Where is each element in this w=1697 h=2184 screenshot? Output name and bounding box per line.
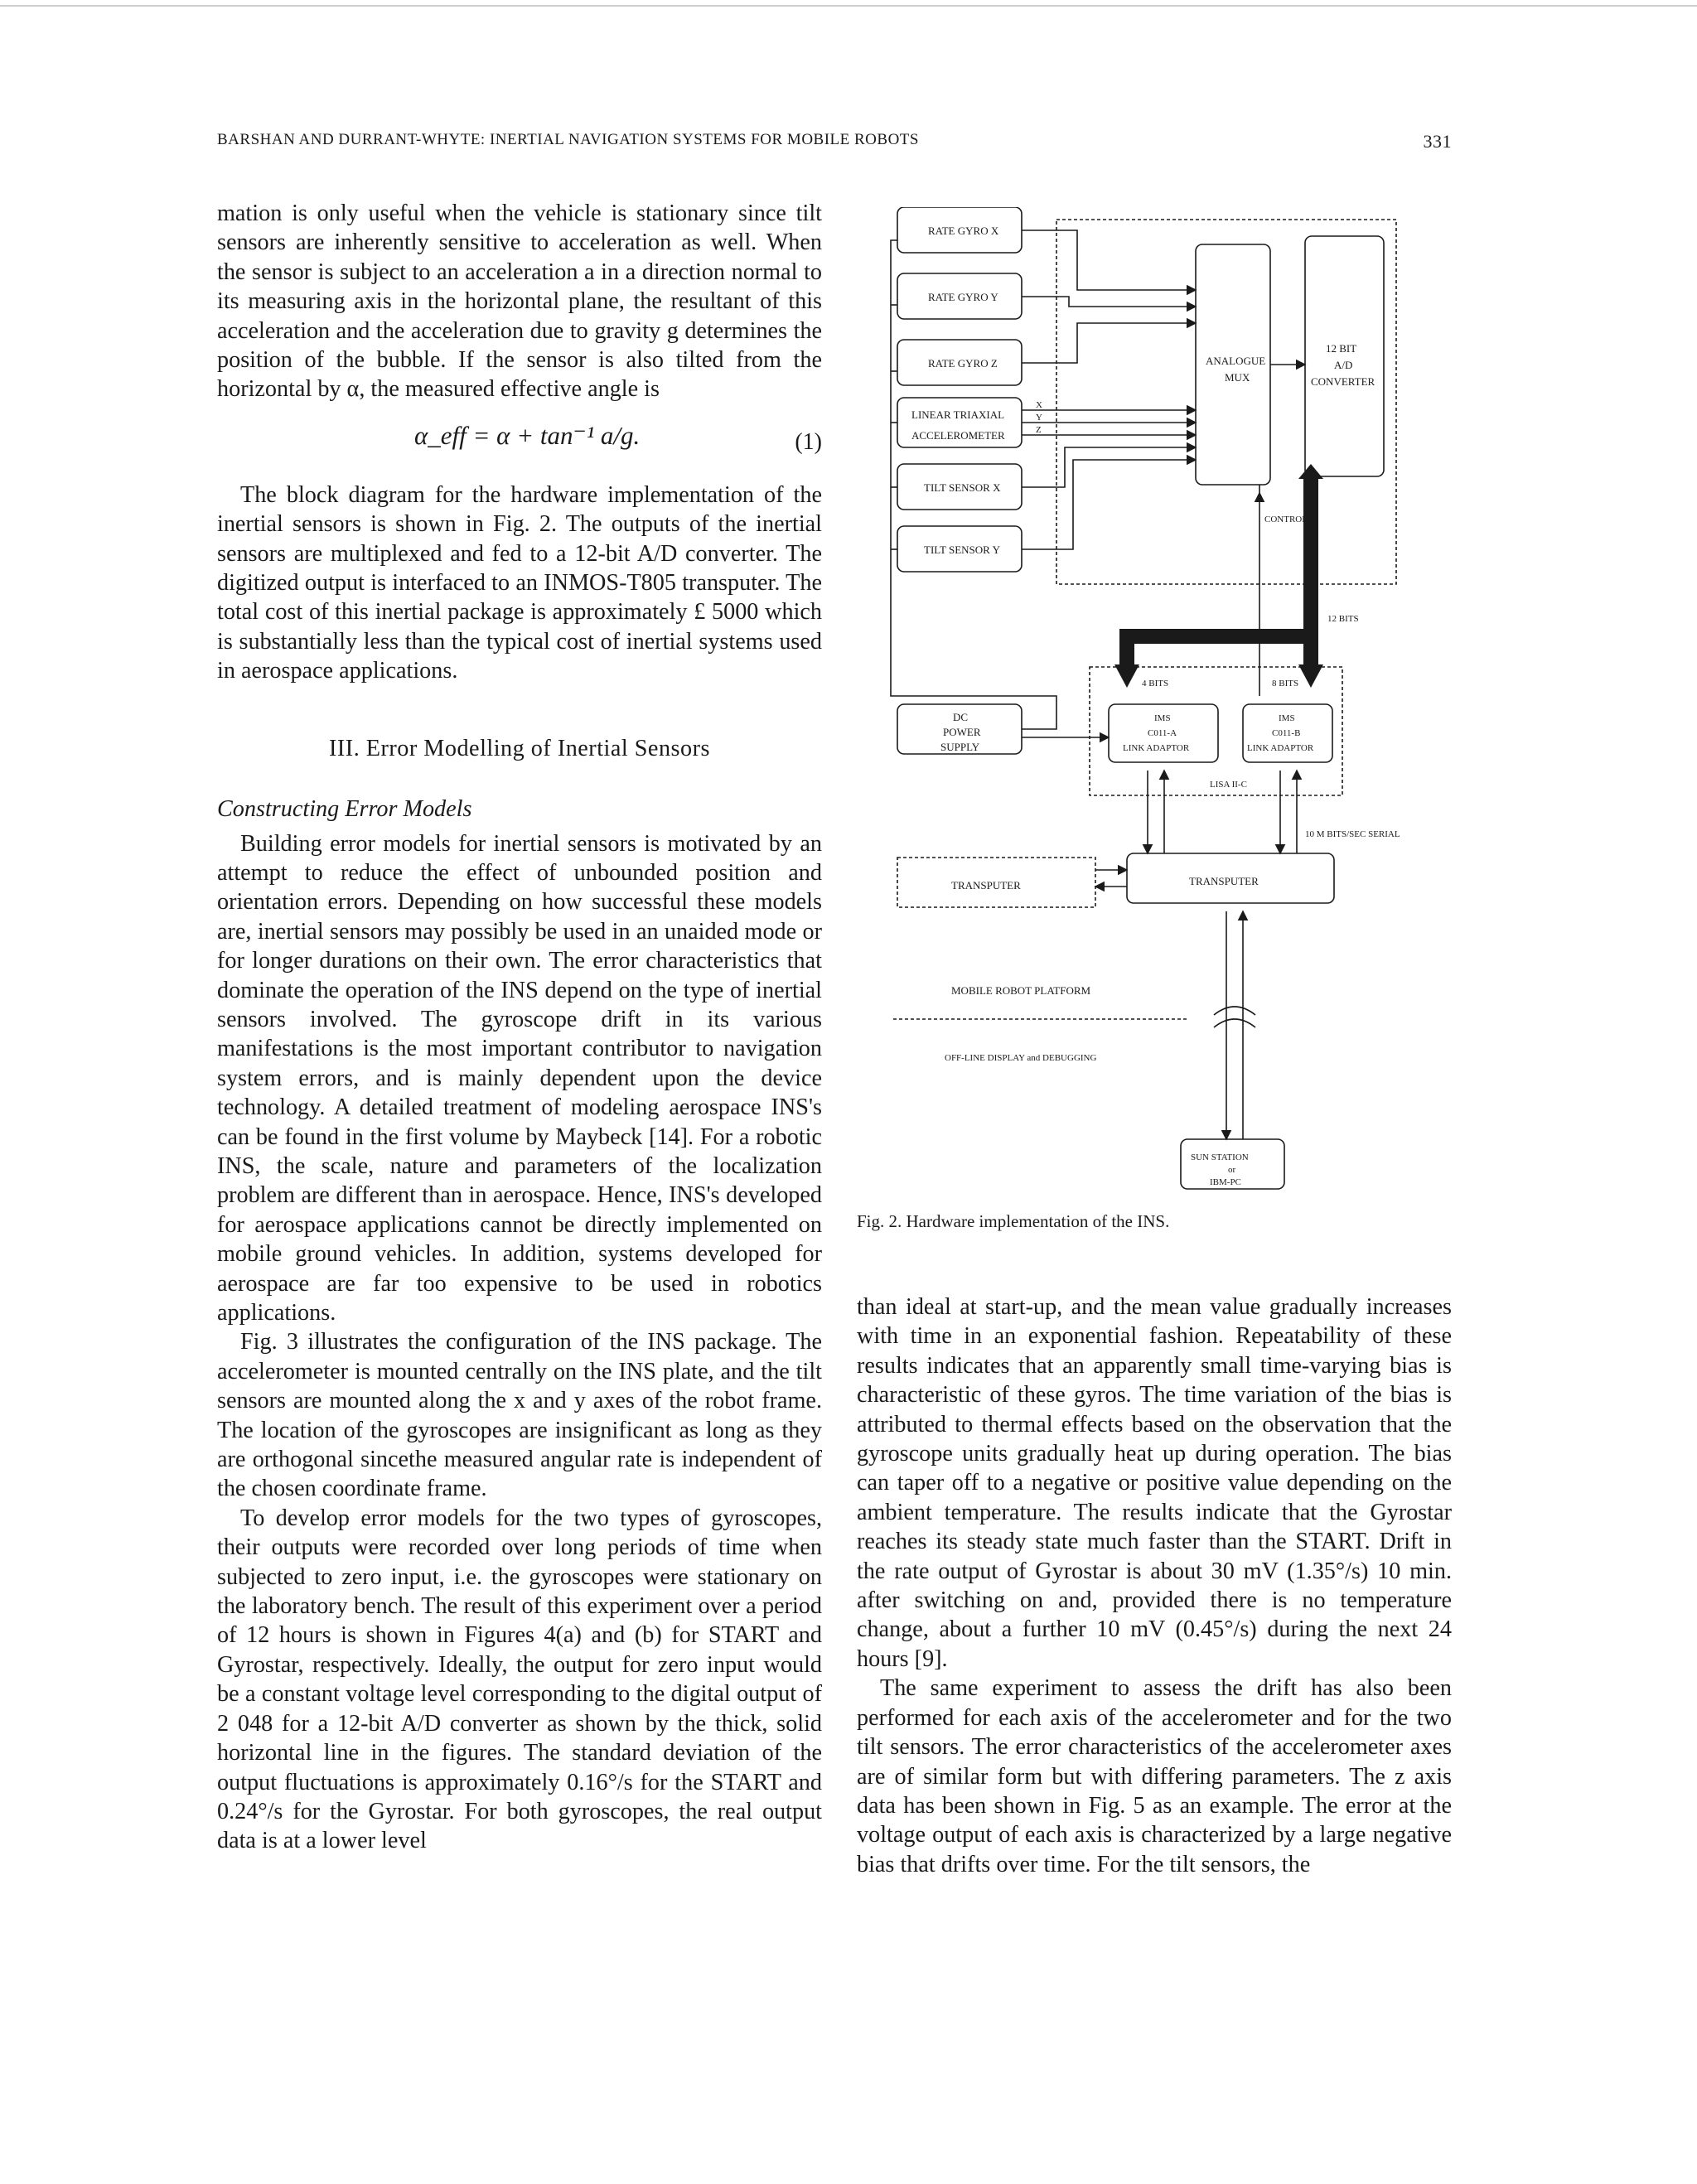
left-column [217, 199, 822, 1856]
label-platform: MOBILE ROBOT PLATFORM [951, 984, 1091, 997]
label-serial: 10 M BITS/SEC SERIAL [1305, 829, 1400, 839]
label-accelerometer-1: LINEAR TRIAXIAL [911, 408, 1005, 421]
label-power-3: SUPPLY [940, 741, 980, 753]
label-rate-gyro-z: RATE GYRO Z [928, 357, 998, 370]
label-ims-a-3: LINK ADAPTOR [1123, 743, 1190, 753]
paragraph: mation is only useful when the vehicle is stationary since tilt sensors are inherently sensitive to acceleration as well. When the sensor is subject to an acceleration a in a direction normal to its measuring axis in the horizontal plane, the resultant of this acceleration and the acceleration due to gravity g determines the position of the bubble. If the sensor is also tilted from the horizontal by α, the measured effective angle is [217, 201, 822, 403]
label-mux-1: ANALOGUE [1206, 355, 1266, 367]
label-transputer-right: TRANSPUTER [1189, 875, 1259, 887]
paragraph: Building error models for inertial sensors is motivated by an attempt to reduce the effect of unbounded position and orientation errors. Depending on how successful these models are, inertial sensors may possibly be used in an unaided mode or for longer durations on their own. The error characteristics that dominate the operation of the INS depend on the type of inertial sensors involved. The gyroscope drift in its various manifestations is the most important contributor to navigation system errors, and is mainly dependent upon the device technology. A detailed treatment of modeling aerospace INS's can be found in the first volume by Maybeck [14]. For a robotic INS, the scale, nature and parameters of the localization problem are different than in aerospace. Hence, INS's developed for aerospace applications cannot be directly implemented on mobile ground vehicles. In addition, systems developed for aerospace are far too expensive to be used in robotics applications. [217, 830, 822, 1326]
label-tilt-x: TILT SENSOR X [924, 481, 1001, 494]
label-axis-y: Y [1036, 413, 1042, 423]
section-title: III. Error Modelling of Inertial Sensors [329, 735, 710, 761]
label-12-bits: 12 BITS [1327, 614, 1359, 624]
label-lisa: LISA II-C [1210, 780, 1247, 790]
equation-body: α_eff = α + tan⁻¹ a/g. [414, 420, 641, 450]
subsection-title: Constructing Error Models [217, 796, 472, 823]
label-8-bits: 8 BITS [1272, 679, 1299, 689]
figure-caption: Fig. 2. Hardware implementation of the INS. [857, 1211, 1170, 1231]
label-ims-b-3: LINK ADAPTOR [1247, 743, 1314, 753]
running-head-title: BARSHAN AND DURRANT-WHYTE: INERTIAL NAVIGATION SYSTEMS FOR MOBILE ROBOTS [217, 131, 919, 148]
label-4-bits: 4 BITS [1142, 679, 1169, 689]
paragraph: Fig. 3 illustrates the configuration of the INS package. The accelerometer is mounted centrally on the INS plate, and the tilt sensors are mounted along the x and y axes of the robot frame. The location of the gyroscopes are insignificant as long as they are orthogonal sincethe measured angular rate is independent of the chosen coordinate frame. [217, 1329, 822, 1502]
label-adc-1: 12 BIT [1326, 342, 1357, 355]
paragraph: The same experiment to assess the drift has also been performed for each axis of the accelerometer and for the two tilt sensors. The error characteristics of the accelerometer axes are of similar form but with differing parameters. The z axis data has been shown in Fig. 5 as an example. The error at the voltage output of each axis is characterized by a large negative bias that drifts over time. For the tilt sensors, the [857, 1675, 1452, 1877]
paragraph: The block diagram for the hardware implementation of the inertial sensors is shown in Fig. 2. The outputs of the inertial sensors are multiplexed and fed to a 12-bit A/D converter. The digitized output is interfaced to an INMOS-T805 transputer. The total cost of this inertial package is approximately £ 5000 which is substantially less than the typical cost of inertial systems used in aerospace applications. [217, 481, 822, 684]
label-axis-z: Z [1036, 425, 1042, 435]
label-ims-b-2: C011-B [1272, 728, 1301, 738]
label-mux-2: MUX [1225, 371, 1250, 384]
label-adc-3: CONVERTER [1311, 375, 1375, 388]
label-rate-gyro-y: RATE GYRO Y [928, 291, 998, 303]
label-adc-2: A/D [1334, 359, 1353, 371]
hardware-block-diagram [878, 207, 1458, 1201]
paragraph: than ideal at start-up, and the mean value gradually increases with time in an exponential fashion. Repeatability of these results indicates that an apparently small time-varying bias is characteristic of these gyros. The time variation of the bias is attributed to thermal effects based on the observation that the gyroscope units gradually heat up during operation. The bias can taper off to a negative or positive value depending on the ambient temperature. The results indicate that the Gyrostar reaches its steady state much faster than the START. Drift in the rate output of Gyrostar is about 30 mV (1.35°/s) 10 min. after switching on and, provided there is no temperature change, about a further 10 mV (0.45°/s) during the next 24 hours [9]. [857, 1294, 1452, 1672]
top-rule [0, 5, 1697, 7]
label-sun-3: IBM-PC [1210, 1177, 1241, 1187]
label-rate-gyro-x: RATE GYRO X [928, 225, 999, 237]
label-offline: OFF-LINE DISPLAY and DEBUGGING [945, 1053, 1097, 1063]
paragraph: To develop error models for the two types of gyroscopes, their outputs were recorded over long periods of time when subjected to zero input, i.e. the gyroscopes were stationary on the laboratory bench. The result of this experiment over a period of 12 hours is shown in Figures 4(a) and (b) for START and Gyrostar, respectively. Ideally, the output for zero input would be a constant voltage level corresponding to the digital output of 2 048 for a 12-bit A/D converter as shown by the thick, solid horizontal line in the figures. The standard deviation of the output fluctuations is approximately 0.16°/s for the START and 0.24°/s for the Gyrostar. For both gyroscopes, the real output data is at a lower level [217, 1505, 822, 1854]
label-accelerometer-2: ACCELEROMETER [911, 429, 1005, 442]
label-ims-a-2: C011-A [1148, 728, 1177, 738]
label-axis-x: X [1036, 400, 1042, 410]
adc-box [1305, 236, 1384, 476]
label-control: CONTROL [1264, 515, 1308, 524]
running-header [217, 131, 1452, 152]
right-column [857, 1293, 1452, 1879]
label-sun-1: SUN STATION [1191, 1152, 1249, 1162]
label-power-2: POWER [943, 726, 981, 738]
label-sun-2: or [1228, 1165, 1236, 1175]
label-ims-a-1: IMS [1154, 713, 1171, 723]
equation-1 [217, 404, 822, 481]
page-number: 331 [1423, 131, 1452, 152]
label-tilt-y: TILT SENSOR Y [924, 544, 1000, 556]
equation-number: (1) [795, 428, 822, 455]
label-power-1: DC [953, 711, 969, 723]
label-ims-b-1: IMS [1279, 713, 1295, 723]
label-transputer-left: TRANSPUTER [951, 879, 1021, 891]
